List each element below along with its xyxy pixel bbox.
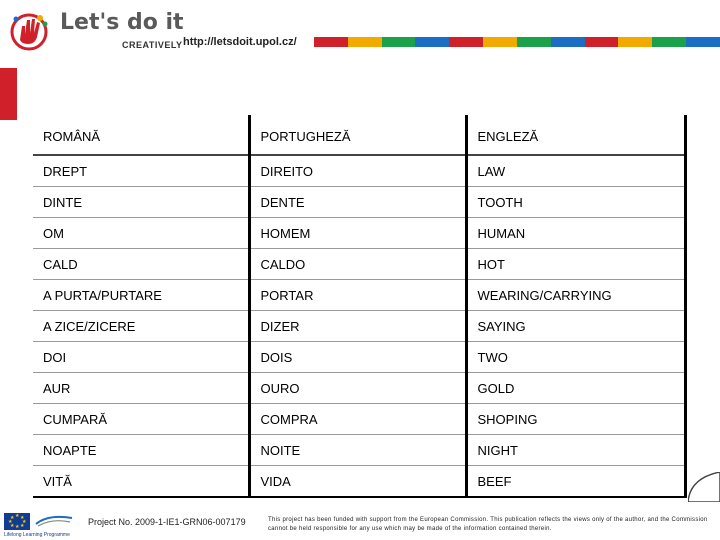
cell-romanian: AUR — [33, 373, 249, 404]
cell-portuguese: HOMEM — [249, 218, 466, 249]
corner-decoration — [688, 472, 720, 502]
hand-logo-icon — [10, 10, 50, 52]
vocabulary-table — [33, 115, 685, 498]
table-row — [33, 466, 685, 498]
cell-portuguese: DIZER — [249, 311, 466, 342]
cell-romanian: OM — [33, 218, 249, 249]
cell-english: NIGHT — [466, 435, 685, 466]
cell-portuguese: OURO — [249, 373, 466, 404]
cell-portuguese: NOITE — [249, 435, 466, 466]
cell-english: HUMAN — [466, 218, 685, 249]
cell-english: SHOPING — [466, 404, 685, 435]
cell-portuguese: DIREITO — [249, 155, 466, 187]
cell-romanian: DINTE — [33, 187, 249, 218]
cell-english: LAW — [466, 155, 685, 187]
stripe-segment — [348, 37, 382, 47]
cell-portuguese: CALDO — [249, 249, 466, 280]
cell-portuguese: PORTAR — [249, 280, 466, 311]
lifelong-learning-logo-icon — [34, 512, 74, 528]
table-row — [33, 435, 685, 466]
cell-english: SAYING — [466, 311, 685, 342]
stripe-segment — [551, 37, 585, 47]
cell-romanian: VITĂ — [33, 466, 249, 498]
cell-portuguese: COMPRA — [249, 404, 466, 435]
stripe-segment — [415, 37, 449, 47]
stripe-segment — [382, 37, 416, 47]
footer — [0, 500, 720, 540]
logo-title: Let's do it — [60, 10, 184, 35]
project-number: Project No. 2009-1-IE1-GRN06-007179 — [88, 517, 246, 527]
table-right-border — [684, 115, 687, 498]
stripe-segment — [618, 37, 652, 47]
cell-portuguese: VIDA — [249, 466, 466, 498]
table-row — [33, 280, 685, 311]
cell-english: GOLD — [466, 373, 685, 404]
cell-english: TOOTH — [466, 187, 685, 218]
cell-romanian: DOI — [33, 342, 249, 373]
cell-english: BEEF — [466, 466, 685, 498]
lets-do-it-logo[interactable] — [10, 8, 184, 54]
table-row — [33, 342, 685, 373]
stripe-segment — [517, 37, 551, 47]
red-side-accent — [0, 68, 17, 120]
table-row — [33, 187, 685, 218]
llp-label: Lifelong Learning Programme — [4, 532, 70, 538]
cell-english: HOT — [466, 249, 685, 280]
funding-disclaimer: This project has been funded with support from the European Commission. This publication reflects the views only of the author, and the Commission cannot be held responsible for any use which may be made of the information contained therein. — [268, 517, 708, 532]
column-header-portuguese: PORTUGHEZĂ — [249, 115, 466, 155]
cell-romanian: NOAPTE — [33, 435, 249, 466]
website-url-link[interactable]: http://letsdoit.upol.cz/ — [183, 36, 297, 48]
table-row — [33, 373, 685, 404]
cell-romanian: DREPT — [33, 155, 249, 187]
table-header-row — [33, 115, 685, 155]
column-header-romanian: ROMÂNĂ — [33, 115, 249, 155]
table-row — [33, 404, 685, 435]
stripe-segment — [652, 37, 686, 47]
stripe-segment — [483, 37, 517, 47]
cell-portuguese: DOIS — [249, 342, 466, 373]
stripe-segment — [585, 37, 619, 47]
cell-romanian: A PURTA/PURTARE — [33, 280, 249, 311]
table-row — [33, 311, 685, 342]
cell-english: WEARING/CARRYING — [466, 280, 685, 311]
color-stripe — [314, 37, 720, 47]
table-row — [33, 249, 685, 280]
cell-romanian: CUMPARĂ — [33, 404, 249, 435]
table-row — [33, 155, 685, 187]
cell-english: TWO — [466, 342, 685, 373]
logo-subtitle: CREATIVELY — [122, 40, 183, 50]
stripe-segment — [314, 37, 348, 47]
stripe-segment — [686, 37, 720, 47]
eu-flag-icon: ★ ★ ★ ★ ★ ★ ★ ★ — [4, 513, 30, 530]
cell-romanian: CALD — [33, 249, 249, 280]
cell-portuguese: DENTE — [249, 187, 466, 218]
cell-romanian: A ZICE/ZICERE — [33, 311, 249, 342]
column-header-english: ENGLEZĂ — [466, 115, 685, 155]
table-row — [33, 218, 685, 249]
header — [0, 0, 720, 60]
stripe-segment — [449, 37, 483, 47]
